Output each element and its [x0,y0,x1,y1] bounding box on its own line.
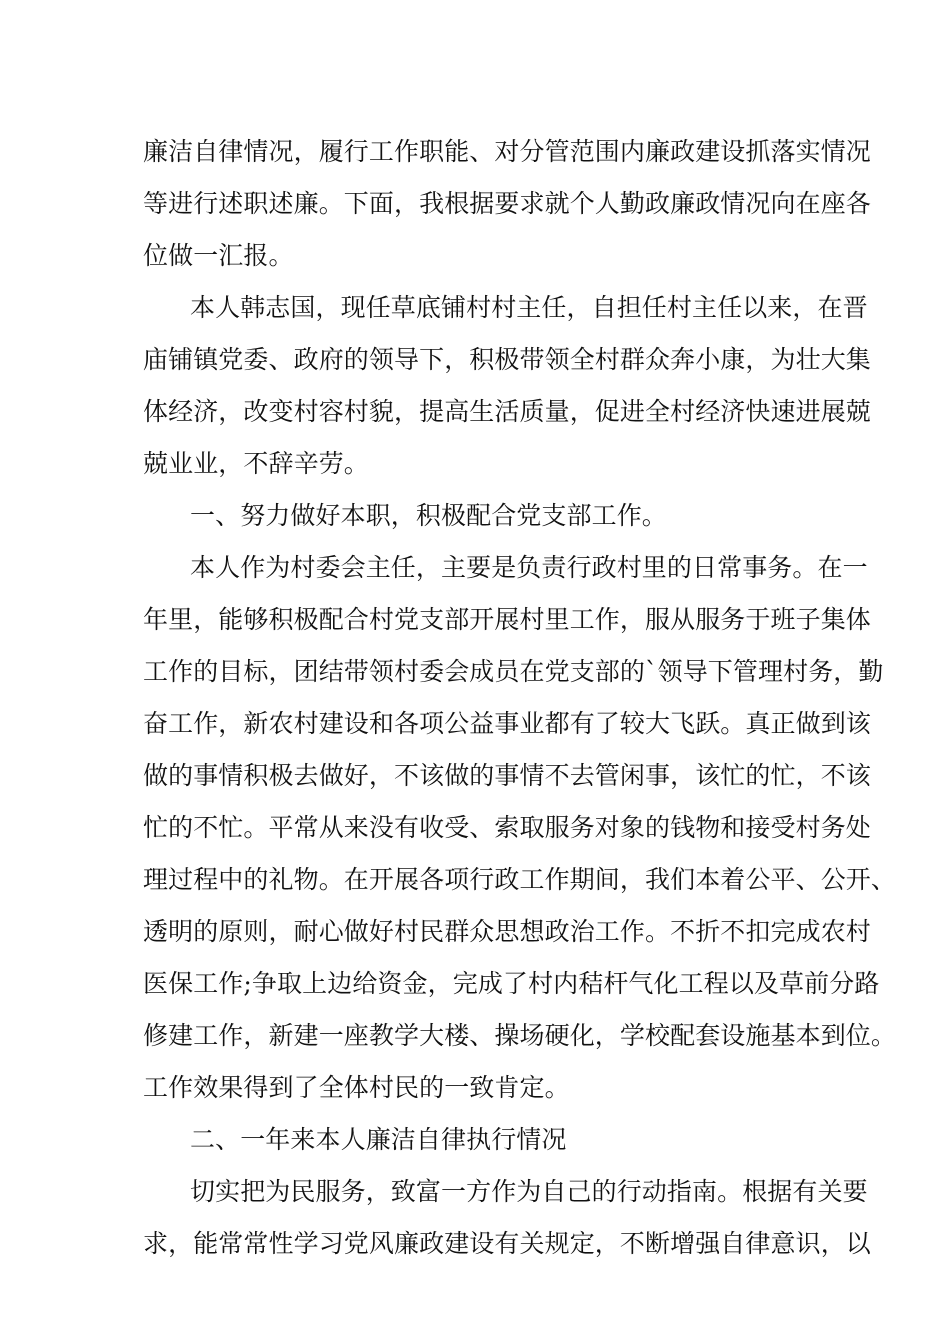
paragraph-start-line: 切实把为民服务，致富一方作为自己的行动指南。根据有关要 [190,1177,868,1206]
text-line: 忙的不忙。平常从来没有收受、索取服务对象的钱物和接受村务处 [143,813,871,842]
text-line: 兢业业，不辞辛劳。 [143,449,369,478]
text-line: 透明的原则，耐心做好村民群众思想政治工作。不折不扣完成农村 [143,917,871,946]
section-heading-2: 二、一年来本人廉洁自律执行情况 [190,1125,567,1154]
section-heading-1: 一、努力做好本职，积极配合党支部工作。 [190,501,667,530]
text-line: 位做一汇报。 [143,241,294,270]
paragraph-start-line: 本人韩志国，现任草底铺村村主任，自担任村主任以来，在晋 [190,293,868,322]
text-line: 理过程中的礼物。在开展各项行政工作期间，我们本着公平、公开、 [143,865,897,894]
text-line: 医保工作;争取上边给资金，完成了村内秸杆气化工程以及草前分路 [143,969,880,998]
text-line: 修建工作，新建一座教学大楼、操场硬化，学校配套设施基本到位。 [143,1021,897,1050]
text-line: 工作效果得到了全体村民的一致肯定。 [143,1073,570,1102]
text-line: 体经济，改变村容村貌，提高生活质量，促进全村经济快速进展兢 [143,397,871,426]
text-line: 工作的目标，团结带领村委会成员在党支部的`领导下管理村务，勤 [143,657,884,686]
text-line: 求，能常常性学习党风廉政建设有关规定，不断增强自律意识，以 [143,1229,871,1258]
text-line: 做的事情积极去做好，不该做的事情不去管闲事，该忙的忙，不该 [143,761,871,790]
paragraph-start-line: 本人作为村委会主任，主要是负责行政村里的日常事务。在一 [190,553,868,582]
text-line: 庙铺镇党委、政府的领导下，积极带领全村群众奔小康，为壮大集 [143,345,871,374]
text-line: 年里，能够积极配合村党支部开展村里工作，服从服务于班子集体 [143,605,871,634]
text-line: 奋工作，新农村建设和各项公益事业都有了较大飞跃。真正做到该 [143,709,871,738]
text-line: 廉洁自律情况，履行工作职能、对分管范围内廉政建设抓落实情况 [143,137,871,166]
text-line: 等进行述职述廉。下面，我根据要求就个人勤政廉政情况向在座各 [143,189,871,218]
